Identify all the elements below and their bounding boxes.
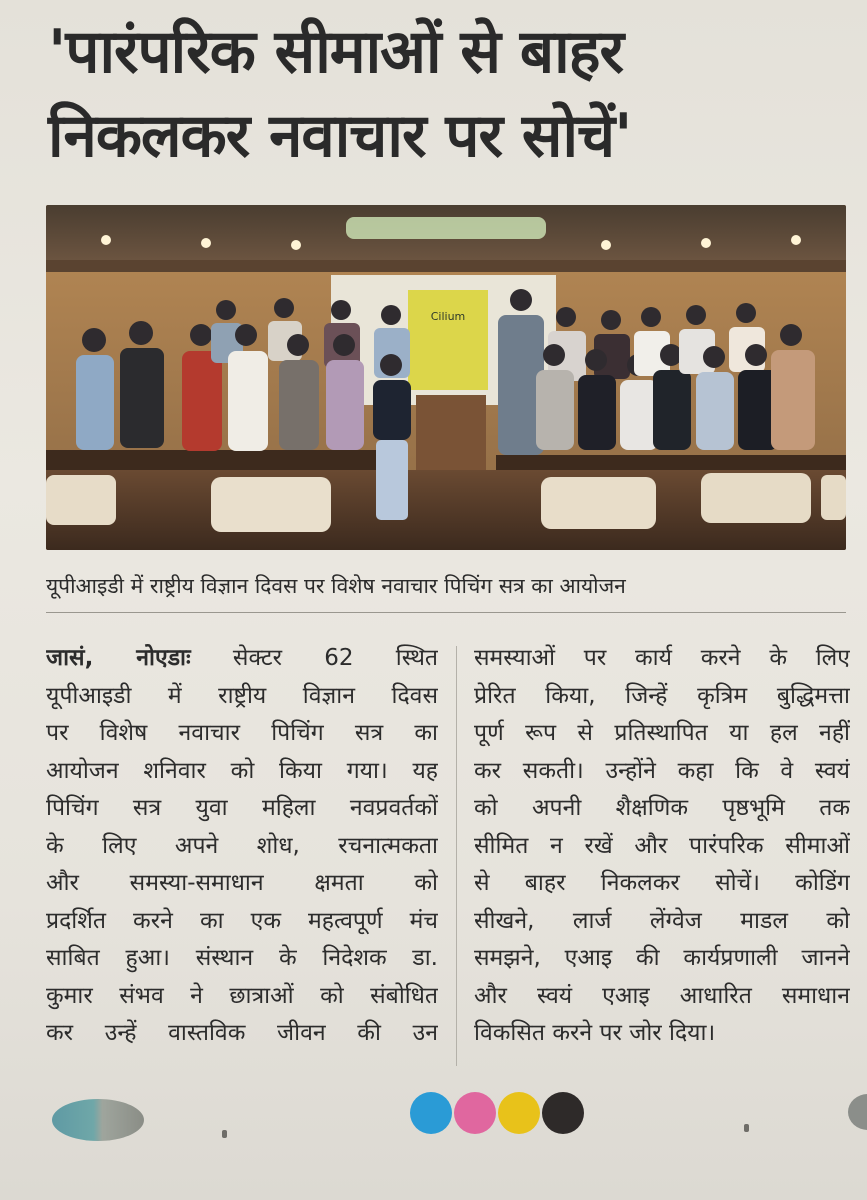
article-line: प्रेरित किया, जिन्हें कृत्रिम बुद्धिमत्ता — [474, 682, 850, 709]
headline — [48, 10, 828, 178]
article-line: के लिए अपने शोध, रचनात्मकता — [46, 832, 438, 859]
article-line: कर सकती। उन्होंने कहा कि वे स्वयं — [474, 757, 850, 784]
article-line: सीमित न रखें और पारंपरिक सीमाओं — [474, 832, 850, 859]
article-line: और समस्या-समाधान क्षमता को — [46, 870, 438, 896]
article-line — [46, 640, 438, 678]
article-line: कर उन्हें वास्तविक जीवन की उन — [46, 1020, 438, 1046]
registration-dot-magenta — [454, 1092, 496, 1134]
article-line-text: सेक्टर 62 स्थित — [232, 645, 438, 671]
article-column-left — [46, 640, 438, 1053]
article-line: समझने, एआइ की कार्यप्रणाली जानने — [474, 945, 850, 971]
article-line: पर विशेष नवाचार पिचिंग सत्र का — [46, 720, 438, 746]
article-line: को अपनी शैक्षणिक पृष्ठभूमि तक — [474, 795, 850, 821]
group-photo-image — [46, 205, 846, 550]
registration-mark-left — [52, 1099, 144, 1141]
headline-line-2: निकलकर नवाचार पर सोचें' — [48, 101, 632, 171]
article-line: विकसित करने पर जोर दिया। — [474, 1020, 716, 1046]
article-line: आयोजन शनिवार को किया गया। यह — [46, 757, 438, 784]
article-line: और स्वयं एआइ आधारित समाधान — [474, 982, 850, 1009]
article-line: से बाहर निकलकर सोचें। कोडिंग — [474, 870, 850, 896]
group-photo — [46, 205, 846, 550]
article-line: समस्याओं पर कार्य करने के लिए — [474, 645, 850, 671]
print-speck — [744, 1124, 749, 1132]
photo-caption: यूपीआइडी में राष्ट्रीय विज्ञान दिवस पर विशेष नवाचार पिचिंग सत्र का आयोजन — [46, 572, 846, 613]
article-column-right — [474, 640, 850, 1053]
print-speck — [222, 1130, 227, 1138]
headline-line-1: 'पारंपरिक सीमाओं से बाहर — [48, 17, 624, 87]
dateline: जासं, नोएडाः — [46, 645, 191, 671]
article-line: पूर्ण रूप से प्रतिस्थापित या हल नहीं — [474, 720, 850, 746]
article-line: कुमार संभव ने छात्राओं को संबोधित — [46, 982, 438, 1009]
registration-dot-cyan — [410, 1092, 452, 1134]
registration-mark-right — [848, 1094, 867, 1130]
registration-dot-black — [542, 1092, 584, 1134]
screen-text: Cilium — [430, 310, 466, 323]
registration-dot-yellow — [498, 1092, 540, 1134]
article-line: पिचिंग सत्र युवा महिला नवप्रवर्तकों — [46, 795, 438, 821]
article-line: साबित हुआ। संस्थान के निदेशक डा. — [46, 945, 438, 971]
article-line: प्रदर्शित करने का एक महत्वपूर्ण मंच — [46, 907, 438, 934]
article-line: यूपीआइडी में राष्ट्रीय विज्ञान दिवस — [46, 682, 438, 709]
article-line: सीखने, लार्ज लेंग्वेज माडल को — [474, 907, 850, 934]
print-registration-dots — [410, 1092, 590, 1136]
column-divider — [456, 646, 457, 1066]
